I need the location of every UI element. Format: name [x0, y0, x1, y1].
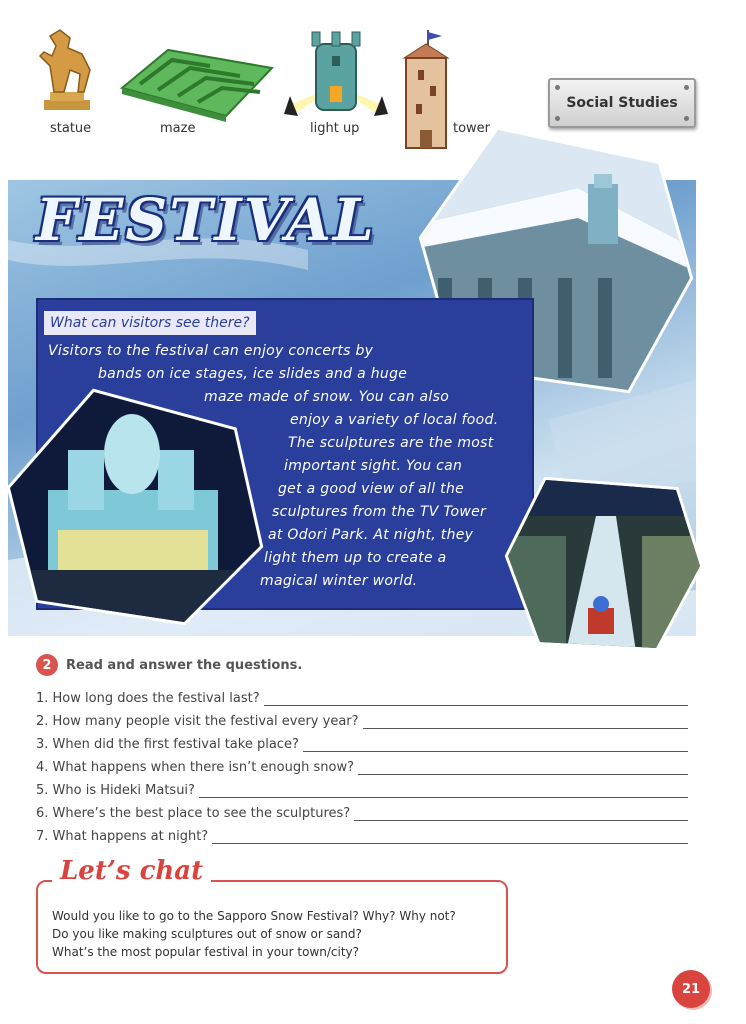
question-text: 6. Where’s the best place to see the sculptures?: [36, 806, 351, 821]
answer-line[interactable]: [358, 762, 688, 775]
horse-statue-icon: [30, 26, 104, 116]
chat-question: Would you like to go to the Sapporo Snow Festival? Why? Why not?: [52, 909, 456, 923]
vocab-label-light-up: light up: [310, 121, 360, 136]
answer-line[interactable]: [264, 693, 688, 706]
vocab-maze: [120, 44, 274, 122]
story-line: bands on ice stages, ice slides and a huge: [98, 366, 408, 382]
lit-castle-icon: [282, 26, 390, 118]
question-row: [36, 778, 688, 798]
question-row: [36, 709, 688, 729]
answer-line[interactable]: [199, 785, 688, 798]
story-line: maze made of snow. You can also: [204, 389, 450, 405]
story-question-heading: What can visitors see there?: [44, 311, 256, 335]
photo-ice-palace: [8, 390, 264, 626]
story-line: enjoy a variety of local food.: [290, 412, 499, 428]
story-line: get a good view of all the: [278, 481, 465, 497]
vocab-label-statue: statue: [50, 121, 92, 136]
task-instruction: Read and answer the questions.: [66, 657, 303, 673]
photo-ice-slide: [506, 476, 702, 652]
question-text: 1. How long does the festival last?: [36, 691, 260, 706]
task-heading: [36, 654, 302, 676]
festival-title: FESTIVAL: [36, 186, 376, 254]
question-row: [36, 686, 688, 706]
story-line: sculptures from the TV Tower: [272, 504, 487, 520]
question-row: [36, 801, 688, 821]
question-text: 3. When did the first festival take place?: [36, 737, 299, 752]
vocab-label-tower: tower: [453, 121, 491, 136]
question-row: [36, 732, 688, 752]
question-row: [36, 824, 688, 844]
vocab-light-up: [282, 26, 390, 118]
task-number-badge: 2: [36, 654, 58, 676]
lets-chat-title: Let’s chat: [52, 856, 211, 886]
subject-badge-label: Social Studies: [566, 95, 678, 111]
question-text: 2. How many people visit the festival every year?: [36, 714, 359, 729]
story-line: light them up to create a: [264, 550, 447, 566]
subject-badge: [548, 78, 696, 128]
question-text: 5. Who is Hideki Matsui?: [36, 783, 195, 798]
story-line: Visitors to the festival can enjoy concerts by: [48, 343, 374, 359]
answer-line[interactable]: [363, 716, 688, 729]
answer-line[interactable]: [303, 739, 688, 752]
maze-icon: [120, 44, 274, 122]
chat-question: Do you like making sculptures out of snow or sand?: [52, 927, 362, 941]
chat-question: What’s the most popular festival in your town/city?: [52, 945, 360, 959]
vocab-statue: [30, 26, 104, 116]
story-line: The sculptures are the most: [288, 435, 494, 451]
story-line: at Odori Park. At night, they: [268, 527, 474, 543]
page-number: 21: [672, 970, 710, 1008]
question-text: 4. What happens when there isn’t enough snow?: [36, 760, 354, 775]
answer-line[interactable]: [354, 808, 688, 821]
question-text: 7. What happens at night?: [36, 829, 209, 844]
story-line: important sight. You can: [284, 458, 463, 474]
vocab-label-maze: maze: [160, 121, 196, 136]
answer-line[interactable]: [212, 831, 688, 844]
question-row: [36, 755, 688, 775]
story-line: magical winter world.: [260, 573, 418, 589]
